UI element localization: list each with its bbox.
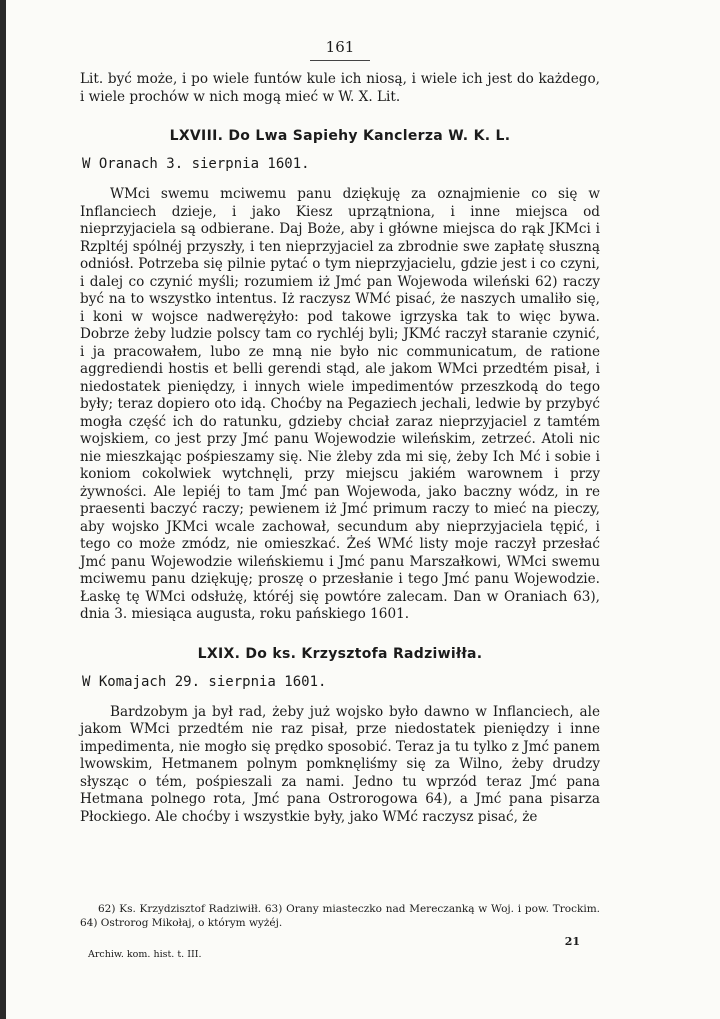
page-number-rule <box>310 60 370 61</box>
signature-mark: Archiw. kom. hist. t. III. <box>88 949 202 960</box>
letter-heading-lxix: LXIX. Do ks. Krzysztofa Radziwiłła. <box>197 645 483 662</box>
sheet-number: 21 <box>564 935 580 948</box>
letter-heading-lxviii: LXVIII. Do Lwa Sapiehy Kanclerza W. K. L. <box>169 128 511 144</box>
footnote-text: 62) Ks. Krzydzisztof Radziwiłł. 63) Orany miasteczko nad Mereczanką w Woj. i pow. Trockim. 64) Ostrorog Mikołaj, o którym wyżéj. <box>80 903 600 929</box>
letter-body-lxix: Bardzobym ja był rad, żeby już wojsko było dawno w Inflanciech, ale jakom WMci przedtém nie raz pisał, prze niedostatek pieniędzy i inne impedimenta, nie mogło się prędko sposobić. Teraz ja tu tylko z Jmć panem lwowskim, Hetmanem polnym pomknęliśmy się za Wilno, żeby drudzy słysząc o tém, pośpieszali za nami. Jedno tu wprzód teraz Jmć pana Hetmana polnego rota, Jmć pana Ostrorogowa 64), a Jmć pana pisarza Płockiego. Ale choćby i wszystkie były, jako WMć raczysz pisać, że <box>80 703 600 825</box>
letter-body-lxviii: WMci swemu mciwemu panu dziękuję za oznajmienie co się w Inflanciech dzieje, i jako Kiesz uprzątniona, i inne miejsca od nieprzyjaciela są odbierane. Daj Boże, aby i główne miejsca do rąk JKMci i Rzpltéj spólnéj przyszły, i ten nieprzyjaciel za zbrodnie swe zapłatę słuszną odniósł. Potrzeba się pilnie pytać o tym nieprzyjacielu, gdzie jest i co czyni, i dalej co czynić myśli; rozumiem iż Jmć pan Wojewoda wileński 62) raczy być na to wszystko intentus. Iż raczysz WMć pisać, że naszych umaliło się, i koni w wojsce nadwerężyło: pod takowe igrzyska tak to więc bywa. Dobrze żeby ludzie polscy tam co rychléj byli; JKMć raczył staranie czynić, i ja pracowałem, lubo ze mną nie było nic communicatum, de ratione aggrediendi hostis et belli gerendi stąd, ale jakom WMci przedtém pisał, i niedostatek pieniędzy, i innych wiele impedimentów przeszkodą do tego były; teraz dopiero oto idą. Choćby na Pegaziech jechali, ledwie by przybyć mogła część ich do ratunku, gdzieby chciał zaraz nieprzyjaciel z tamtém wojskiem, co jest przy Jmć panu Wojewodzie wileńskim, zetrzeć. Atoli nic nie mieszkając pośpieszamy się. Nie żleby zda mi się, żeby Ich Mć i sobie i koniom cokolwiek wytchnęli, przy miejscu jakiém warownem i przy żywności. Ale lepiéj to tam Jmć pan Wojewoda, jako baczny wódz, in re praesenti baczyć raczy; pewienem iż Jmć primum raczy to mieć na pieczy, aby wojsko JKMci wcale zachował, secundum aby nieprzyjaciela tępić, i tego co może zmódz, nie omieszkać. Żeś WMć listy moje raczył przesłać Jmć panu Wojewodzie wileńskiemu i Jmć panu Marszałkowi, WMci swemu mciwemu panu dziękuję; proszę o przesłanie i tego Jmć panu Wojewodzie. Łaskę tę WMci odsłużę, któréj się powtóre zalecam. Dan w Oraniach 63), dnia 3. miesiąca augusta, roku pańskiego 1601. <box>80 186 600 622</box>
scan-left-edge <box>0 0 6 1019</box>
page-number: 161 <box>325 38 355 56</box>
document-page <box>80 38 600 826</box>
letter-date-lxix: W Komajach 29. sierpnia 1601. <box>82 673 327 690</box>
opening-paragraph: Lit. być może, i po wiele funtów kule ich niosą, i wiele ich jest do każdego, i wiele prochów w nich mogą mieć w W. X. Lit. <box>80 71 600 105</box>
letter-date-lxviii: W Oranach 3. sierpnia 1601. <box>82 156 310 172</box>
footnotes <box>80 902 600 930</box>
